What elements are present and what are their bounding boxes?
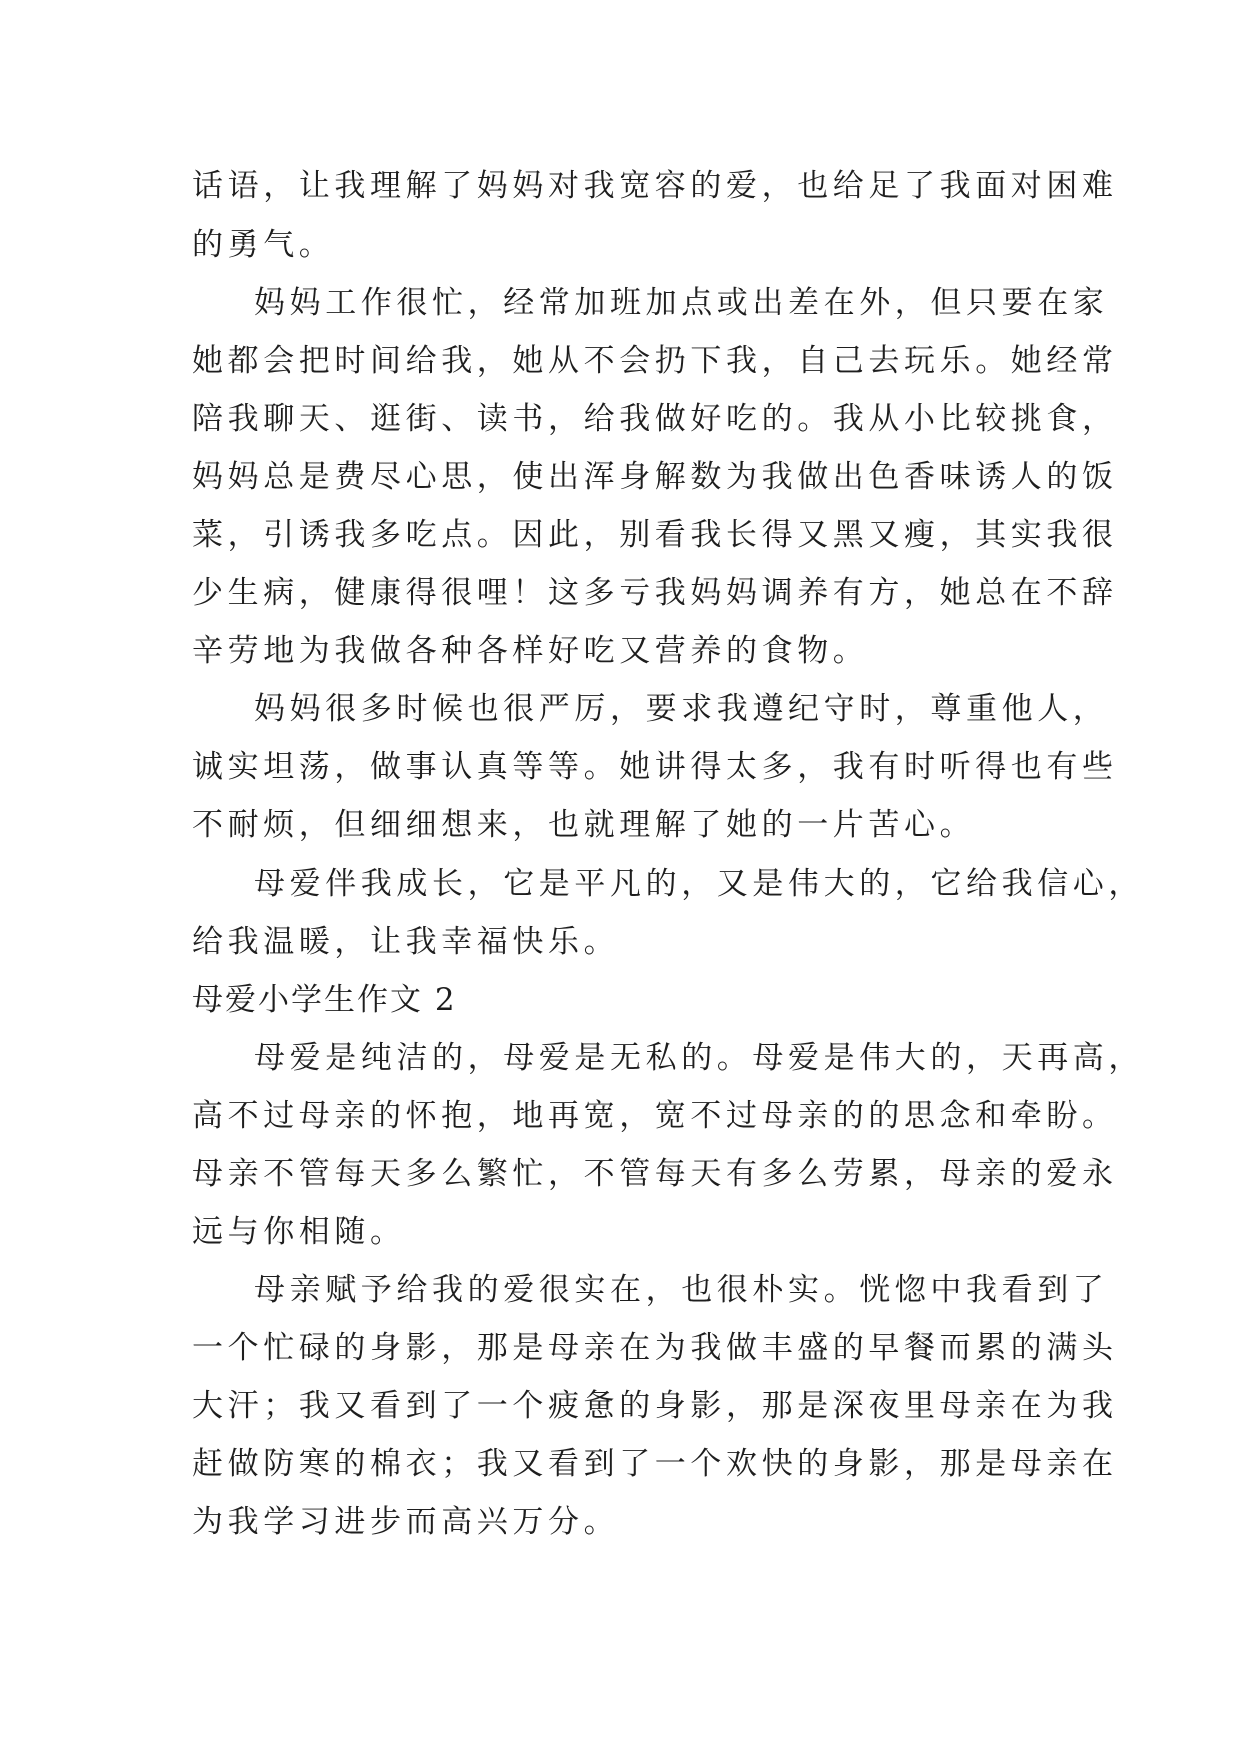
text-line: 她都会把时间给我，她从不会扔下我，自己去玩乐。她经常 — [192, 343, 1118, 379]
text-line: 给我温暖，让我幸福快乐。 — [192, 924, 620, 960]
text-line: 母亲不管每天多么繁忙，不管每天有多么劳累，母亲的爱永 — [192, 1156, 1118, 1192]
text-line: 高不过母亲的怀抱，地再宽，宽不过母亲的的思念和牵盼。 — [192, 1098, 1118, 1134]
paragraph-start-line: 母亲赋予给我的爱很实在，也很朴实。恍惚中我看到了 — [254, 1272, 1109, 1308]
text-line: 辛劳地为我做各种各样好吃又营养的食物。 — [192, 633, 869, 669]
text-line: 一个忙碌的身影，那是母亲在为我做丰盛的早餐而累的满头 — [192, 1330, 1118, 1366]
text-line: 菜，引诱我多吃点。因此，别看我长得又黑又瘦，其实我很 — [192, 517, 1118, 553]
paragraph-start-line: 妈妈工作很忙，经常加班加点或出差在外，但只要在家 — [254, 285, 1109, 321]
text-line: 不耐烦，但细细想来，也就理解了她的一片苦心。 — [192, 807, 976, 843]
paragraph-start-line: 母爱是纯洁的，母爱是无私的。母爱是伟大的，天再高， — [254, 1040, 1144, 1076]
paragraph-start-line: 母爱伴我成长，它是平凡的，又是伟大的，它给我信心， — [254, 866, 1144, 902]
section-heading: 母爱小学生作文 2 — [192, 982, 457, 1018]
text-line: 诚实坦荡，做事认真等等。她讲得太多，我有时听得也有些 — [192, 749, 1118, 785]
text-line: 大汗；我又看到了一个疲惫的身影，那是深夜里母亲在为我 — [192, 1388, 1118, 1424]
text-line: 少生病，健康得很哩！这多亏我妈妈调养有方，她总在不辞 — [192, 575, 1118, 611]
text-line: 陪我聊天、逛街、读书，给我做好吃的。我从小比较挑食， — [192, 401, 1118, 437]
text-line: 远与你相随。 — [192, 1214, 406, 1250]
paragraph-start-line: 妈妈很多时候也很严厉，要求我遵纪守时，尊重他人， — [254, 691, 1109, 727]
text-line: 妈妈总是费尽心思，使出浑身解数为我做出色香味诱人的饭 — [192, 459, 1118, 495]
text-line: 的勇气。 — [192, 227, 335, 263]
text-line: 话语，让我理解了妈妈对我宽容的爱，也给足了我面对困难 — [192, 168, 1118, 204]
text-line: 为我学习进步而高兴万分。 — [192, 1504, 620, 1540]
text-line: 赶做防寒的棉衣；我又看到了一个欢快的身影，那是母亲在 — [192, 1446, 1118, 1482]
